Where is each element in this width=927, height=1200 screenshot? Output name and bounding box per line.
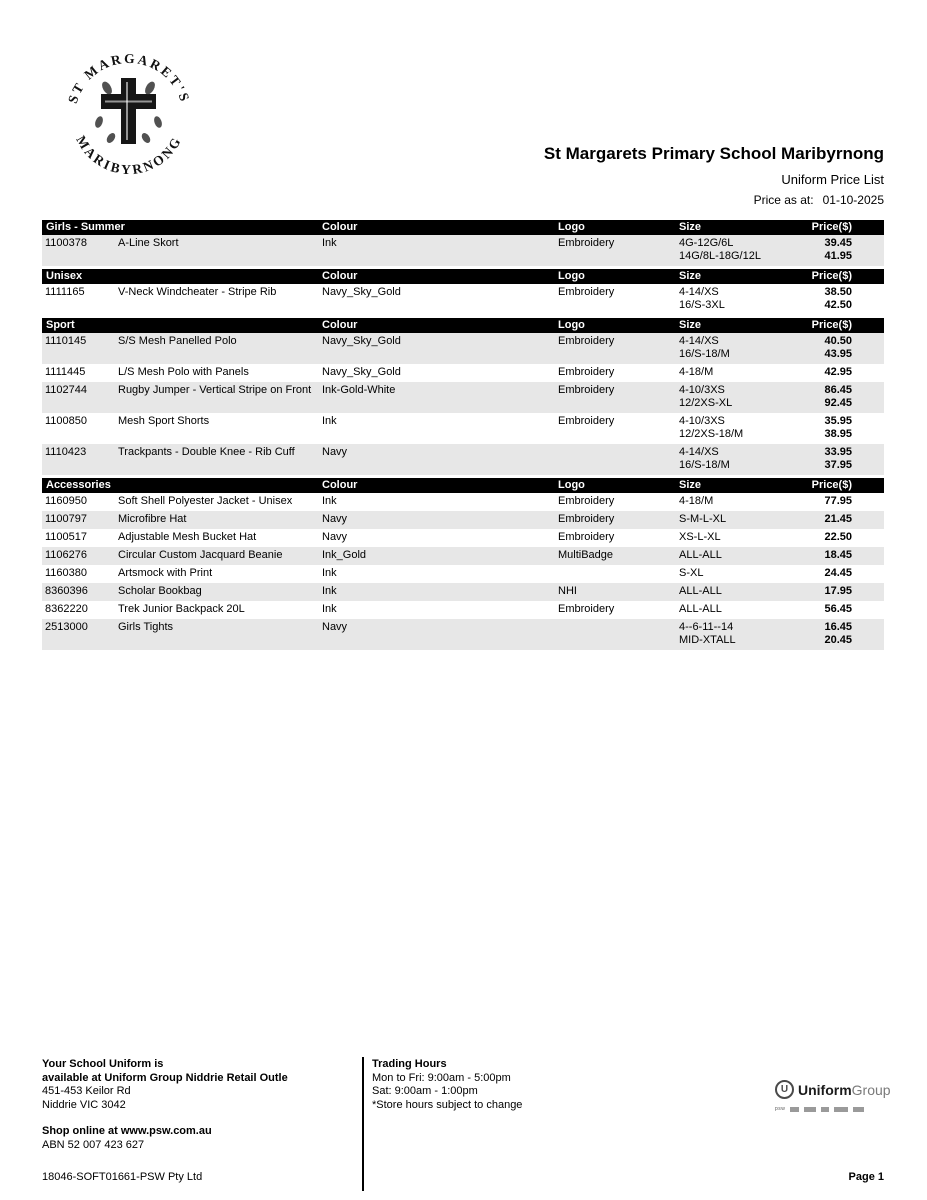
document-header	[544, 144, 884, 207]
item-price	[790, 513, 884, 526]
price-line: 40.50	[824, 335, 852, 347]
spacer	[42, 1112, 288, 1125]
document-subtitle: Uniform Price List	[781, 172, 884, 187]
item-size	[679, 335, 790, 361]
price-line: 39.45	[824, 237, 852, 249]
item-description: L/S Mesh Polo with Panels	[118, 366, 249, 378]
item-description: A-Line Skort	[118, 237, 179, 249]
item-code: 1110423	[45, 446, 87, 458]
table-row	[42, 333, 884, 364]
column-header-logo: Logo	[558, 221, 585, 233]
document-code: 18046-SOFT01661-PSW Pty Ltd	[42, 1171, 203, 1183]
uniform-group-icon: U	[775, 1080, 794, 1099]
size-line: 4G-12G/6L	[679, 237, 734, 249]
store-address-line: 451-453 Keilor Rd	[42, 1085, 131, 1097]
item-colour: Navy	[322, 621, 348, 633]
uniform-group-wordmark	[798, 1082, 891, 1098]
abn-line: ABN 52 007 423 627	[42, 1138, 145, 1151]
item-logo: Embroidery	[558, 531, 615, 543]
item-description: Artsmock with Print	[118, 567, 213, 579]
item-description: Girls Tights	[118, 621, 174, 633]
partner-logo	[790, 1107, 799, 1112]
item-colour: Navy	[322, 446, 348, 458]
column-header-size: Size	[679, 479, 702, 491]
price-as-at-label: Price as at:	[753, 193, 814, 207]
size-line: MID-XTALL	[679, 634, 736, 646]
item-price	[790, 384, 884, 410]
item-price	[790, 567, 884, 580]
section-header	[42, 318, 884, 333]
item-colour: Ink_Gold	[322, 549, 367, 561]
table-row	[42, 583, 884, 601]
column-header-price: Price($)	[811, 221, 852, 233]
price-line: 41.95	[824, 250, 852, 262]
item-price	[790, 603, 884, 616]
partner-logo	[834, 1107, 848, 1112]
item-colour: Ink	[322, 495, 337, 507]
item-price	[790, 366, 884, 379]
uniform-group-logo-row	[775, 1080, 891, 1099]
item-logo: Embroidery	[558, 603, 615, 615]
size-line: 4-18/M	[679, 495, 714, 507]
section-header	[42, 269, 884, 284]
section-title: Girls - Summer	[46, 221, 125, 233]
price-line: 35.95	[824, 415, 852, 427]
price-line: 21.45	[824, 513, 852, 525]
item-code: 2513000	[45, 621, 88, 633]
trading-hours-note: *Store hours subject to change	[372, 1098, 523, 1111]
price-line: 42.95	[824, 366, 852, 378]
section-header	[42, 478, 884, 493]
trading-hours	[372, 1058, 522, 1112]
uniform-group-logo	[775, 1080, 891, 1112]
table-row	[42, 444, 884, 475]
item-logo	[558, 446, 679, 472]
trading-hours-heading: Trading Hours	[372, 1058, 447, 1070]
column-header-size: Size	[679, 270, 702, 282]
item-size	[679, 603, 790, 616]
item-code: 8362220	[45, 603, 88, 615]
item-size	[679, 585, 790, 598]
table-row	[42, 511, 884, 529]
price-as-at-date: 01-10-2025	[822, 193, 884, 207]
item-description: Trek Junior Backpack 20L	[118, 603, 245, 615]
column-header-colour: Colour	[322, 221, 358, 233]
item-code: 1111165	[45, 286, 85, 298]
item-price	[790, 286, 884, 312]
item-price	[790, 237, 884, 263]
size-line: ALL-ALL	[679, 603, 722, 615]
column-header-colour: Colour	[322, 270, 358, 282]
section-title: Accessories	[46, 479, 111, 491]
partner-logo	[821, 1107, 829, 1112]
partner-logo	[853, 1107, 864, 1112]
column-header-logo: Logo	[558, 479, 585, 491]
item-price	[790, 585, 884, 598]
size-line: 4--6-11--14	[679, 621, 734, 633]
item-description: Trackpants - Double Knee - Rib Cuff	[118, 446, 295, 458]
item-description: Soft Shell Polyester Jacket - Unisex	[118, 495, 293, 507]
item-code: 1160950	[45, 495, 88, 507]
price-line: 16.45	[824, 621, 852, 633]
price-as-at	[544, 193, 884, 207]
item-logo: Embroidery	[558, 335, 615, 347]
item-colour: Navy	[322, 513, 348, 525]
price-line: 22.50	[824, 531, 852, 543]
item-price	[790, 549, 884, 562]
item-colour: Navy_Sky_Gold	[322, 286, 401, 298]
size-line: ALL-ALL	[679, 585, 722, 597]
price-line: 86.45	[824, 384, 852, 396]
item-code: 1100850	[45, 415, 88, 427]
item-code: 1100517	[45, 531, 88, 543]
size-line: 14G/8L-18G/12L	[679, 250, 761, 262]
item-colour: Ink	[322, 567, 337, 579]
item-code: 1102744	[45, 384, 88, 396]
item-colour: Navy	[322, 531, 348, 543]
size-line: 16/S-18/M	[679, 348, 730, 360]
price-line: 20.45	[824, 634, 852, 646]
section-title: Sport	[46, 319, 75, 331]
uniform-group-wordmark-bold: Uniform	[798, 1081, 852, 1098]
size-line: 16/S-18/M	[679, 459, 730, 471]
item-description: Mesh Sport Shorts	[118, 415, 210, 427]
size-line: 12/2XS-18/M	[679, 428, 744, 440]
size-line: 4-10/3XS	[679, 415, 725, 427]
item-code: 1111445	[45, 366, 86, 378]
item-size	[679, 531, 790, 544]
item-size	[679, 415, 790, 441]
trading-hours-line: Sat: 9:00am - 1:00pm	[372, 1085, 478, 1097]
column-header-colour: Colour	[322, 479, 358, 491]
item-colour: Ink	[322, 415, 337, 427]
item-description: Adjustable Mesh Bucket Hat	[118, 531, 257, 543]
item-logo: MultiBadge	[558, 549, 614, 561]
column-header-colour: Colour	[322, 319, 358, 331]
item-size	[679, 286, 790, 312]
item-colour: Ink	[322, 237, 337, 249]
price-line: 33.95	[824, 446, 852, 458]
price-line: 24.45	[824, 567, 852, 579]
table-row	[42, 235, 884, 266]
item-description: Microfibre Hat	[118, 513, 187, 525]
item-size	[679, 513, 790, 526]
uniform-group-wordmark-light: Group	[851, 1081, 891, 1098]
table-row	[42, 619, 884, 650]
column-header-size: Size	[679, 221, 702, 233]
item-price	[790, 415, 884, 441]
table-row	[42, 565, 884, 583]
item-size	[679, 366, 790, 379]
item-size	[679, 495, 790, 508]
column-header-price: Price($)	[811, 270, 852, 282]
size-line: 4-14/XS	[679, 335, 719, 347]
store-info-line: available at Uniform Group Niddrie Retail Outle	[42, 1071, 288, 1084]
price-line: 17.95	[824, 585, 852, 597]
item-colour: Ink-Gold-White	[322, 384, 396, 396]
item-colour: Ink	[322, 585, 337, 597]
item-logo: Embroidery	[558, 384, 615, 396]
table-row	[42, 413, 884, 444]
table-row	[42, 493, 884, 511]
price-line: 42.50	[824, 299, 852, 311]
shop-online-line: Shop online at www.psw.com.au	[42, 1125, 212, 1137]
item-description: S/S Mesh Panelled Polo	[118, 335, 237, 347]
size-line: ALL-ALL	[679, 549, 722, 561]
seal-arc-bottom-text: MARIBYRNONG	[73, 133, 185, 178]
item-description: Rugby Jumper - Vertical Stripe on Front	[118, 384, 312, 396]
item-code: 1110145	[45, 335, 87, 347]
item-logo	[558, 567, 679, 580]
item-logo: NHI	[558, 585, 577, 597]
item-size	[679, 621, 790, 647]
item-description: Circular Custom Jacquard Beanie	[118, 549, 283, 561]
price-table	[42, 220, 884, 650]
column-header-price: Price($)	[811, 479, 852, 491]
item-size	[679, 549, 790, 562]
price-line: 38.95	[824, 428, 852, 440]
item-code: 1160380	[45, 567, 88, 579]
seal-arc-top-text: ST MARGARET'S	[64, 50, 194, 106]
item-logo: Embroidery	[558, 495, 615, 507]
price-line: 77.95	[824, 495, 852, 507]
partner-logo-psw: psw	[775, 1106, 786, 1112]
item-colour: Ink	[322, 603, 337, 615]
item-code: 1100797	[45, 513, 88, 525]
size-line: 4-14/XS	[679, 286, 719, 298]
item-logo	[558, 621, 679, 647]
item-code: 1106276	[45, 549, 88, 561]
item-size	[679, 237, 790, 263]
table-row	[42, 601, 884, 619]
price-line: 56.45	[824, 603, 852, 615]
item-price	[790, 621, 884, 647]
table-row	[42, 382, 884, 413]
page-title: St Margarets Primary School Maribyrnong	[543, 144, 884, 163]
section-header	[42, 220, 884, 235]
item-price	[790, 495, 884, 508]
column-header-price: Price($)	[811, 319, 852, 331]
item-price	[790, 335, 884, 361]
item-logo: Embroidery	[558, 366, 615, 378]
store-info-line: Your School Uniform is	[42, 1058, 164, 1070]
item-logo: Embroidery	[558, 286, 615, 298]
partner-brand-logos	[775, 1106, 887, 1112]
table-row	[42, 364, 884, 382]
item-code: 8360396	[45, 585, 88, 597]
item-size	[679, 567, 790, 580]
partner-logo	[804, 1107, 816, 1112]
price-line: 18.45	[824, 549, 852, 561]
page-number: Page 1	[848, 1171, 884, 1183]
item-colour: Navy_Sky_Gold	[322, 335, 401, 347]
size-line: XS-L-XL	[679, 531, 721, 543]
size-line: 4-18/M	[679, 366, 714, 378]
item-logo: Embroidery	[558, 513, 615, 525]
item-code: 1100378	[45, 237, 88, 249]
column-header-size: Size	[679, 319, 702, 331]
item-colour: Navy_Sky_Gold	[322, 366, 401, 378]
item-logo: Embroidery	[558, 237, 615, 249]
price-line: 38.50	[824, 286, 852, 298]
size-line: S-XL	[679, 567, 704, 579]
table-row	[42, 547, 884, 565]
column-header-logo: Logo	[558, 270, 585, 282]
item-price	[790, 531, 884, 544]
store-info	[42, 1058, 288, 1152]
item-description: Scholar Bookbag	[118, 585, 202, 597]
item-size	[679, 384, 790, 410]
school-crest	[54, 42, 204, 192]
size-line: 4-14/XS	[679, 446, 719, 458]
trading-hours-line: Mon to Fri: 9:00am - 5:00pm	[372, 1071, 511, 1084]
item-description: V-Neck Windcheater - Stripe Rib	[118, 286, 277, 298]
size-line: 12/2XS-XL	[679, 397, 733, 409]
price-line: 37.95	[824, 459, 852, 471]
price-line: 43.95	[824, 348, 852, 360]
item-size	[679, 446, 790, 472]
item-logo: Embroidery	[558, 415, 615, 427]
item-price	[790, 446, 884, 472]
store-address-line: Niddrie VIC 3042	[42, 1098, 126, 1111]
size-line: 16/S-3XL	[679, 299, 725, 311]
size-line: 4-10/3XS	[679, 384, 725, 396]
table-row	[42, 284, 884, 315]
table-row	[42, 529, 884, 547]
price-line: 92.45	[824, 397, 852, 409]
footer-divider	[362, 1057, 364, 1191]
section-title: Unisex	[46, 270, 83, 282]
column-header-logo: Logo	[558, 319, 585, 331]
size-line: S-M-L-XL	[679, 513, 727, 525]
